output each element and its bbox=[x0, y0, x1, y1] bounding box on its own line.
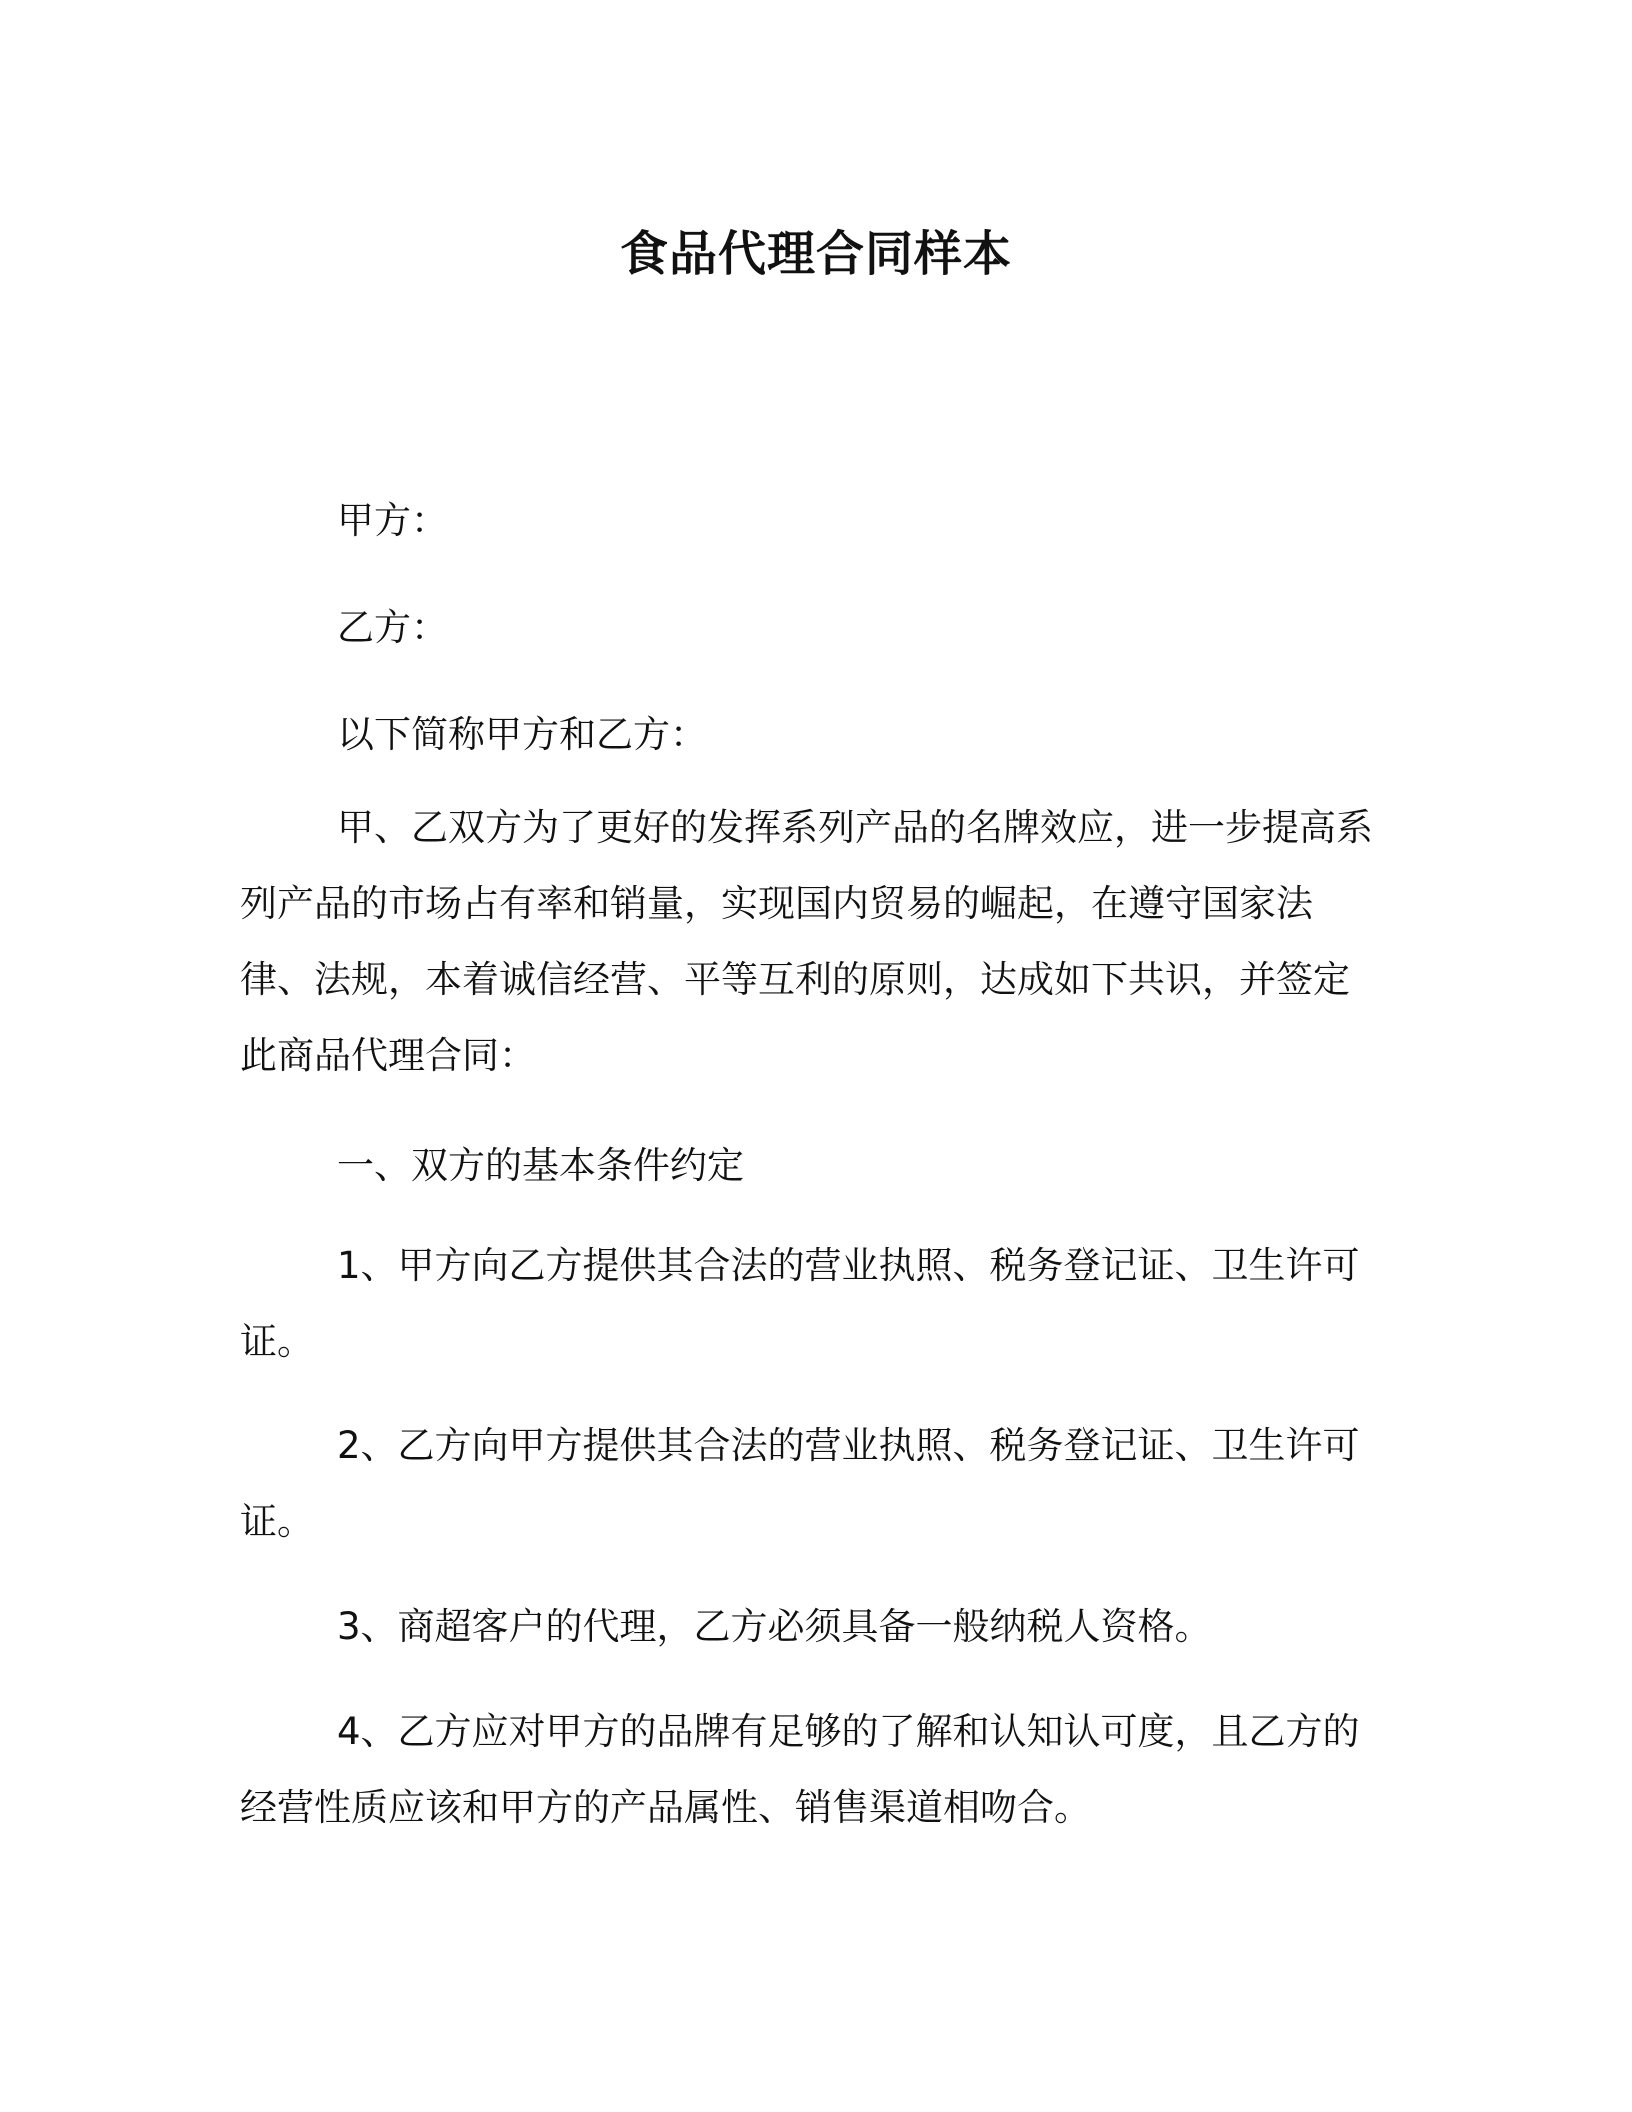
party-a-line: 甲方： bbox=[337, 499, 448, 542]
party-b-line: 乙方： bbox=[337, 606, 448, 649]
document-title: 食品代理合同样本 bbox=[619, 226, 1012, 282]
section-heading-1: 一、双方的基本条件约定 bbox=[337, 1144, 744, 1187]
preamble-paragraph: 甲、乙双方为了更好的发挥系列产品的名牌效应，进一步提高系列产品的市场占有率和销量，实现国内贸易的崛起，在遵守国家法律、法规，本着诚信经营、平等互利的原则，达成如下共识，并签定此商品代理合同： bbox=[240, 806, 1373, 1077]
clause-4: 4、乙方应对甲方的品牌有足够的了解和认知认可度，且乙方的经营性质应该和甲方的产品属性、销售渠道相吻合。 bbox=[240, 1710, 1360, 1829]
clause-3: 3、商超客户的代理，乙方必须具备一般纳税人资格。 bbox=[337, 1605, 1212, 1648]
clause-1: 1、甲方向乙方提供其合法的营业执照、税务登记证、卫生许可证。 bbox=[240, 1244, 1360, 1363]
abbreviation-line: 以下简称甲方和乙方： bbox=[337, 713, 707, 756]
clause-2: 2、乙方向甲方提供其合法的营业执照、税务登记证、卫生许可证。 bbox=[240, 1424, 1360, 1543]
